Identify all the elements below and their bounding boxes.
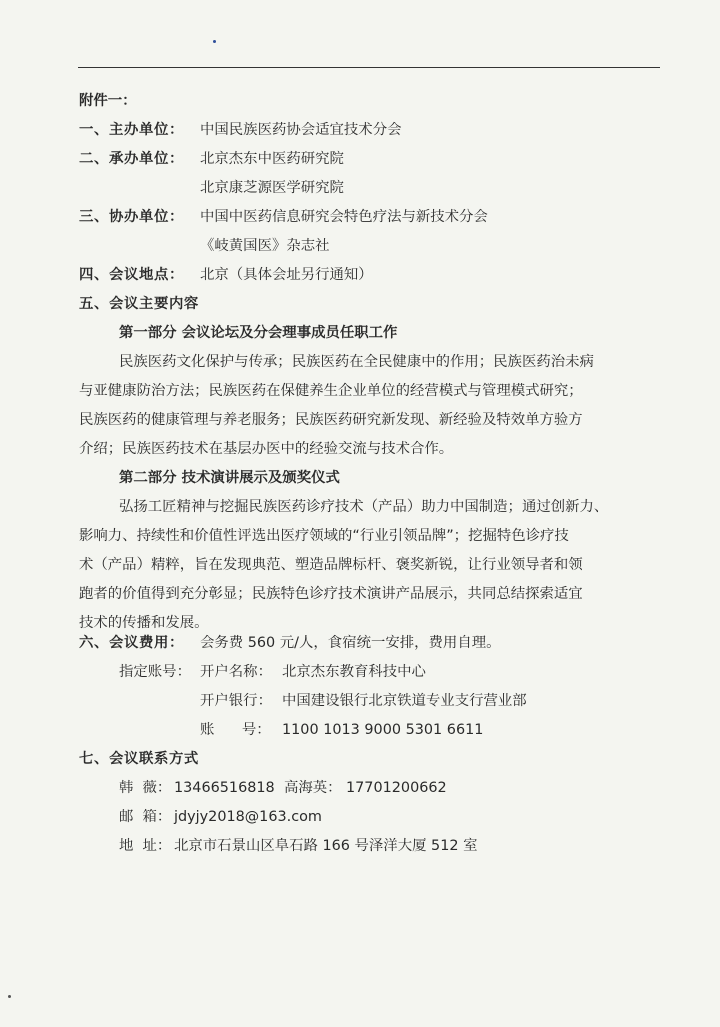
host-label: 一、主办单位： bbox=[79, 122, 184, 138]
account-name-label: 开户名称： bbox=[200, 664, 272, 680]
account-row bbox=[0, 662, 720, 682]
venue-value: 北京（具体会址另行通知） bbox=[200, 267, 373, 283]
part2-title: 第二部分 技术演讲展示及颁奖仪式 bbox=[119, 470, 340, 486]
part1-line: 与亚健康防治方法；民族医药在保健养生企业单位的经营模式与管理模式研究； bbox=[79, 383, 583, 399]
fee-label: 六、会议费用： bbox=[79, 635, 184, 651]
bank-value: 中国建设银行北京铁道专业支行营业部 bbox=[282, 693, 527, 709]
account-label: 指定账号： bbox=[119, 664, 191, 680]
co-organizer-value-2: 《岐黄国医》杂志社 bbox=[200, 238, 330, 254]
co-organizer-row-2 bbox=[0, 236, 720, 256]
email-value: jdyjy2018@163.com bbox=[174, 809, 322, 825]
account-number-row bbox=[0, 720, 720, 740]
co-organizer-value-1: 中国中医药信息研究会特色疗法与新技术分会 bbox=[200, 209, 488, 225]
account-number: 1100 1013 9000 5301 6611 bbox=[282, 722, 484, 738]
phone-2: 17701200662 bbox=[346, 780, 447, 796]
organizer-value-1: 北京杰东中医药研究院 bbox=[200, 151, 344, 167]
co-organizer-row bbox=[0, 207, 720, 227]
host-row bbox=[0, 120, 720, 140]
content-heading: 五、会议主要内容 bbox=[79, 296, 199, 312]
part2-line: 弘扬工匠精神与挖掘民族医药诊疗技术（产品）助力中国制造；通过创新力、 bbox=[119, 499, 609, 515]
part2-line: 术（产品）精粹，旨在发现典范、塑造品牌标杆、褒奖新锐，让行业领导者和领 bbox=[79, 557, 583, 573]
address-label: 地 址： bbox=[119, 838, 172, 854]
host-value: 中国民族医药协会适宜技术分会 bbox=[200, 122, 402, 138]
fee-row bbox=[0, 633, 720, 653]
phone-label: 韩 薇： bbox=[119, 780, 172, 796]
bank-label: 开户银行： bbox=[200, 693, 272, 709]
part2-line: 技术的传播和发展。 bbox=[79, 615, 209, 631]
address-value: 北京市石景山区阜石路 166 号泽洋大厦 512 室 bbox=[174, 838, 478, 854]
phone-1: 13466516818 bbox=[174, 780, 275, 796]
part2-line: 影响力、持续性和价值性评选出医疗领域的“行业引领品牌”；挖掘特色诊疗技 bbox=[79, 528, 569, 544]
bank-row bbox=[0, 691, 720, 711]
contact-heading: 七、会议联系方式 bbox=[79, 751, 199, 767]
venue-row bbox=[0, 265, 720, 285]
email-row bbox=[0, 807, 720, 827]
part1-line: 民族医药文化保护与传承；民族医药在全民健康中的作用；民族医药治未病 bbox=[119, 354, 594, 370]
email-label: 邮 箱： bbox=[119, 809, 172, 825]
header-rule bbox=[78, 67, 660, 68]
account-number-label: 账 号： bbox=[200, 722, 271, 738]
ink-dot bbox=[8, 995, 11, 998]
ink-dot bbox=[213, 40, 216, 43]
fee-value: 会务费 560 元/人，食宿统一安排，费用自理。 bbox=[200, 635, 501, 651]
venue-label: 四、会议地点： bbox=[79, 267, 184, 283]
co-organizer-label: 三、协办单位： bbox=[79, 209, 184, 225]
part1-line: 介绍；民族医药技术在基层办医中的经验交流与技术合作。 bbox=[79, 441, 454, 457]
part2-line: 跑者的价值得到充分彰显；民族特色诊疗技术演讲产品展示，共同总结探索适宜 bbox=[79, 586, 583, 602]
part1-line: 民族医药的健康管理与养老服务；民族医药研究新发现、新经验及特效单方验方 bbox=[79, 412, 583, 428]
organizer-row bbox=[0, 149, 720, 169]
address-row bbox=[0, 836, 720, 856]
organizer-label: 二、承办单位： bbox=[79, 151, 184, 167]
account-name: 北京杰东教育科技中心 bbox=[282, 664, 426, 680]
person-2-label: 高海英： bbox=[284, 780, 342, 796]
attachment-heading: 附件一： bbox=[79, 93, 137, 109]
organizer-value-2: 北京康芝源医学研究院 bbox=[200, 180, 344, 196]
organizer-row-2 bbox=[0, 178, 720, 198]
part1-title: 第一部分 会议论坛及分会理事成员任职工作 bbox=[119, 325, 398, 341]
phone-row bbox=[0, 778, 720, 798]
